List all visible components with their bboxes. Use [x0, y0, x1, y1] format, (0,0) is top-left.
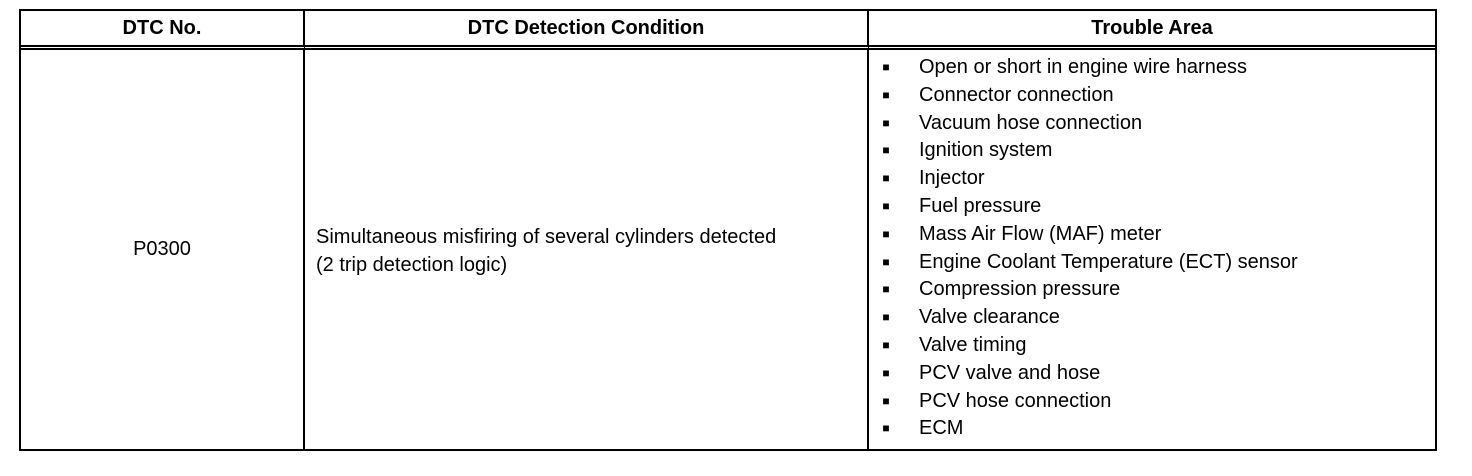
list-item-label: Ignition system	[919, 139, 1053, 162]
list-item-label: Valve timing	[919, 333, 1027, 356]
table-body	[21, 50, 1435, 449]
header-dtc-no: DTC No.	[21, 11, 305, 50]
bullet-icon: ■	[882, 365, 890, 380]
dtc-table	[19, 9, 1437, 451]
list-item-label: Open or short in engine wire harness	[919, 56, 1247, 78]
list-item	[869, 193, 1435, 221]
bullet-icon: ■	[882, 393, 890, 408]
header-row	[21, 11, 1435, 50]
list-item-label: Injector	[919, 167, 985, 190]
list-item-label: ECM	[919, 417, 964, 440]
bullet-icon: ■	[882, 310, 890, 325]
detection-condition-cell	[305, 50, 869, 449]
bullet-icon: ■	[882, 171, 890, 186]
list-item	[869, 304, 1435, 332]
header-detection-condition: DTC Detection Condition	[305, 11, 869, 50]
list-item	[869, 221, 1435, 249]
bullet-icon: ■	[882, 143, 890, 158]
list-item-label: Engine Coolant Temperature (ECT) sensor	[919, 250, 1298, 273]
list-item-label: Connector connection	[919, 83, 1114, 106]
bullet-icon: ■	[882, 226, 890, 241]
bullet-icon: ■	[882, 254, 890, 269]
trouble-area-list	[869, 54, 1435, 443]
bullet-icon: ■	[882, 60, 890, 74]
list-item-label: PCV hose connection	[919, 389, 1112, 412]
dtc-number-cell	[21, 50, 305, 449]
list-item-label: Valve clearance	[919, 306, 1060, 329]
bullet-icon: ■	[882, 115, 890, 130]
bullet-icon: ■	[882, 282, 890, 297]
list-item	[869, 332, 1435, 360]
list-item	[869, 165, 1435, 193]
list-item	[869, 388, 1435, 416]
header-trouble-area: Trouble Area	[869, 11, 1435, 50]
list-item-label: Compression pressure	[919, 278, 1121, 301]
list-item	[869, 415, 1435, 443]
bullet-icon: ■	[882, 337, 890, 352]
table-header	[21, 11, 1435, 50]
list-item	[869, 82, 1435, 110]
list-item	[869, 276, 1435, 304]
condition-line-1: Simultaneous misfiring of several cylinders detected	[316, 225, 777, 248]
list-item	[869, 54, 1435, 82]
list-item-label: Mass Air Flow (MAF) meter	[919, 222, 1162, 245]
list-item	[869, 110, 1435, 138]
list-item	[869, 137, 1435, 165]
list-item-label: PCV valve and hose	[919, 361, 1101, 384]
bullet-icon: ■	[882, 421, 890, 436]
dtc-number: P0300	[133, 238, 191, 261]
condition-line-2: (2 trip detection logic)	[316, 253, 508, 276]
list-item-label: Fuel pressure	[919, 194, 1042, 217]
bullet-icon: ■	[882, 87, 890, 102]
trouble-area-cell	[869, 50, 1435, 449]
list-item	[869, 360, 1435, 388]
list-item-label: Vacuum hose connection	[919, 111, 1143, 134]
table-row	[21, 50, 1435, 449]
list-item	[869, 249, 1435, 277]
bullet-icon: ■	[882, 198, 890, 213]
